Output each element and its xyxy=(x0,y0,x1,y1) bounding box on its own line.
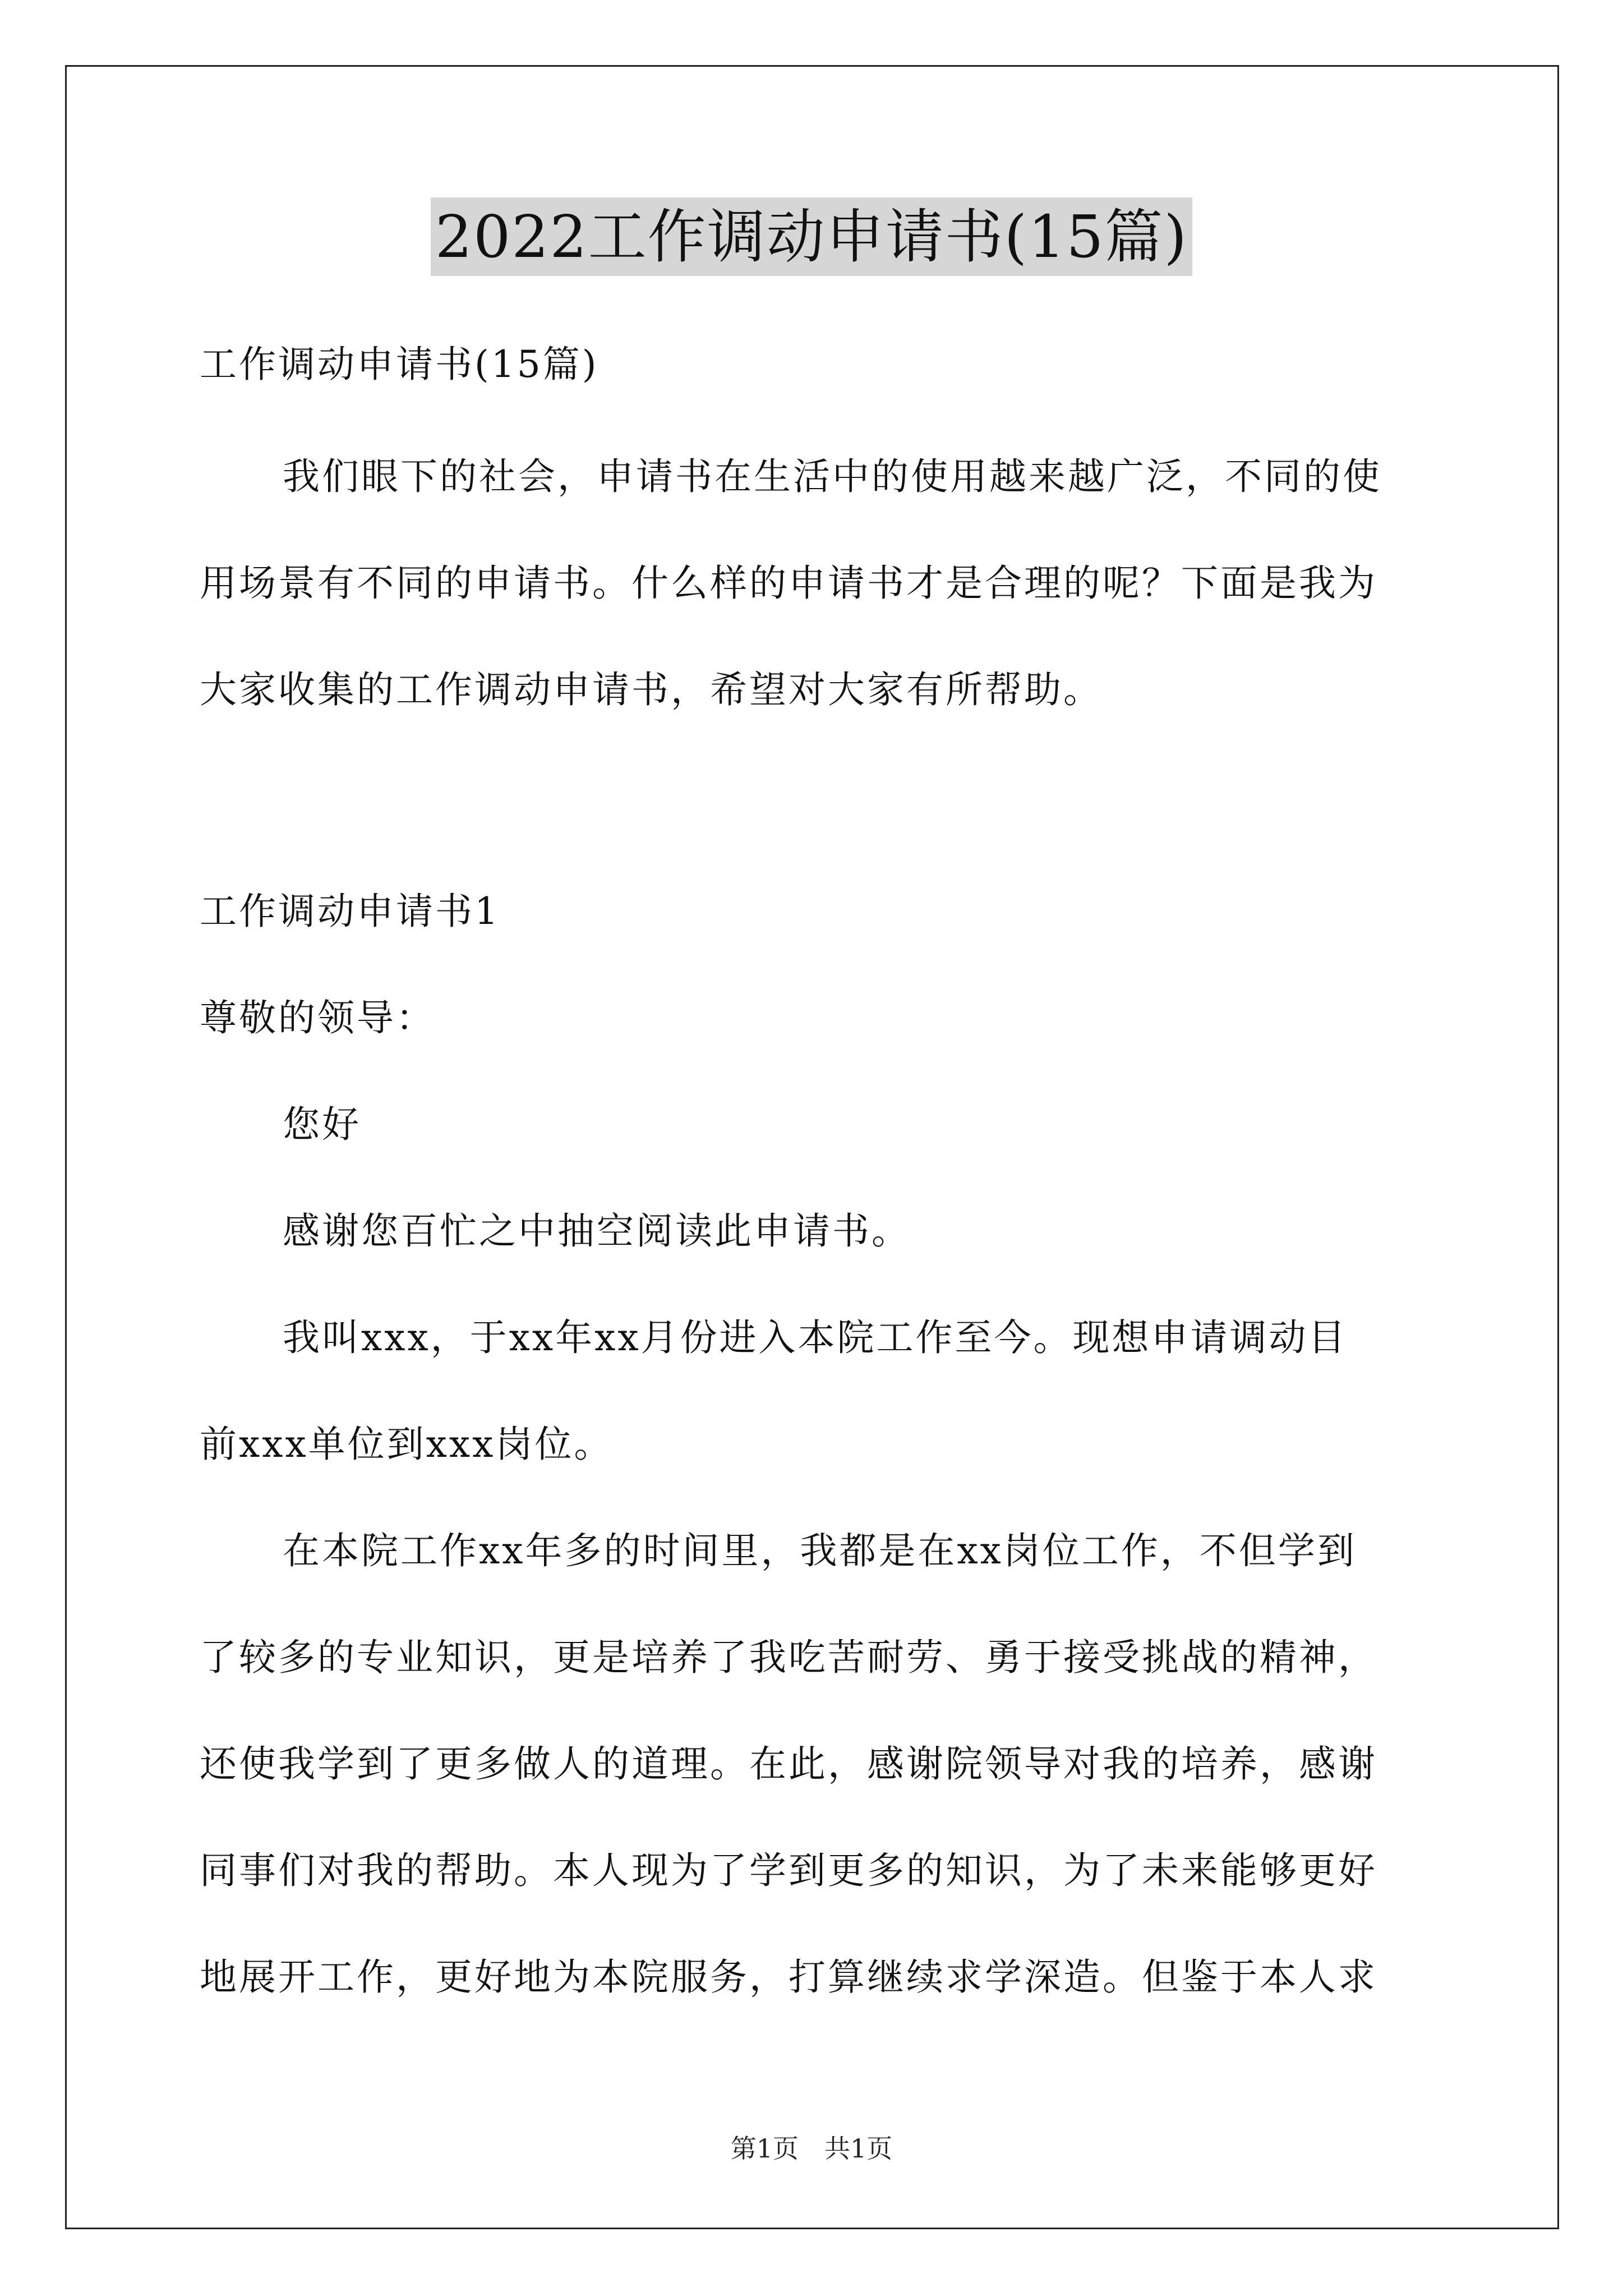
paragraph-line: 地展开工作，更好地为本院服务，打算继续求学深造。但鉴于本人求 xyxy=(200,1955,1377,1999)
paragraph-line: 还使我学到了更多做人的道理。在此，感谢院领导对我的培养，感谢 xyxy=(200,1742,1377,1786)
salutation: 尊敬的领导： xyxy=(200,996,435,1039)
paragraph-line: 同事们对我的帮助。本人现为了学到更多的知识，为了未来能够更好 xyxy=(200,1849,1377,1892)
title-container xyxy=(0,197,1623,276)
paragraph-line: 了较多的专业知识，更是培养了我吃苦耐劳、勇于接受挑战的精神， xyxy=(200,1636,1377,1679)
paragraph-line: 感谢您百忙之中抽空阅读此申请书。 xyxy=(283,1209,911,1253)
paragraph-line: 在本院工作xx年多的时间里，我都是在xx岗位工作，不但学到 xyxy=(283,1529,1357,1572)
paragraph-line: 前xxx单位到xxx岗位。 xyxy=(200,1423,614,1466)
document-title: 2022工作调动申请书(15篇) xyxy=(431,197,1192,276)
paragraph-line: 大家收集的工作调动申请书，希望对大家有所帮助。 xyxy=(200,668,1103,711)
page-footer: 第1页 共1页 xyxy=(730,2133,893,2164)
paragraph-line: 我叫xxx，于xx年xx月份进入本院工作至今。现想申请调动目 xyxy=(283,1316,1348,1359)
section-heading: 工作调动申请书(15篇) xyxy=(200,343,599,386)
paragraph-line: 用场景有不同的申请书。什么样的申请书才是合理的呢？下面是我为 xyxy=(200,562,1377,605)
section-heading: 工作调动申请书1 xyxy=(200,890,500,933)
paragraph-line: 我们眼下的社会，申请书在生活中的使用越来越广泛，不同的使 xyxy=(283,455,1382,498)
greeting: 您好 xyxy=(283,1103,361,1146)
